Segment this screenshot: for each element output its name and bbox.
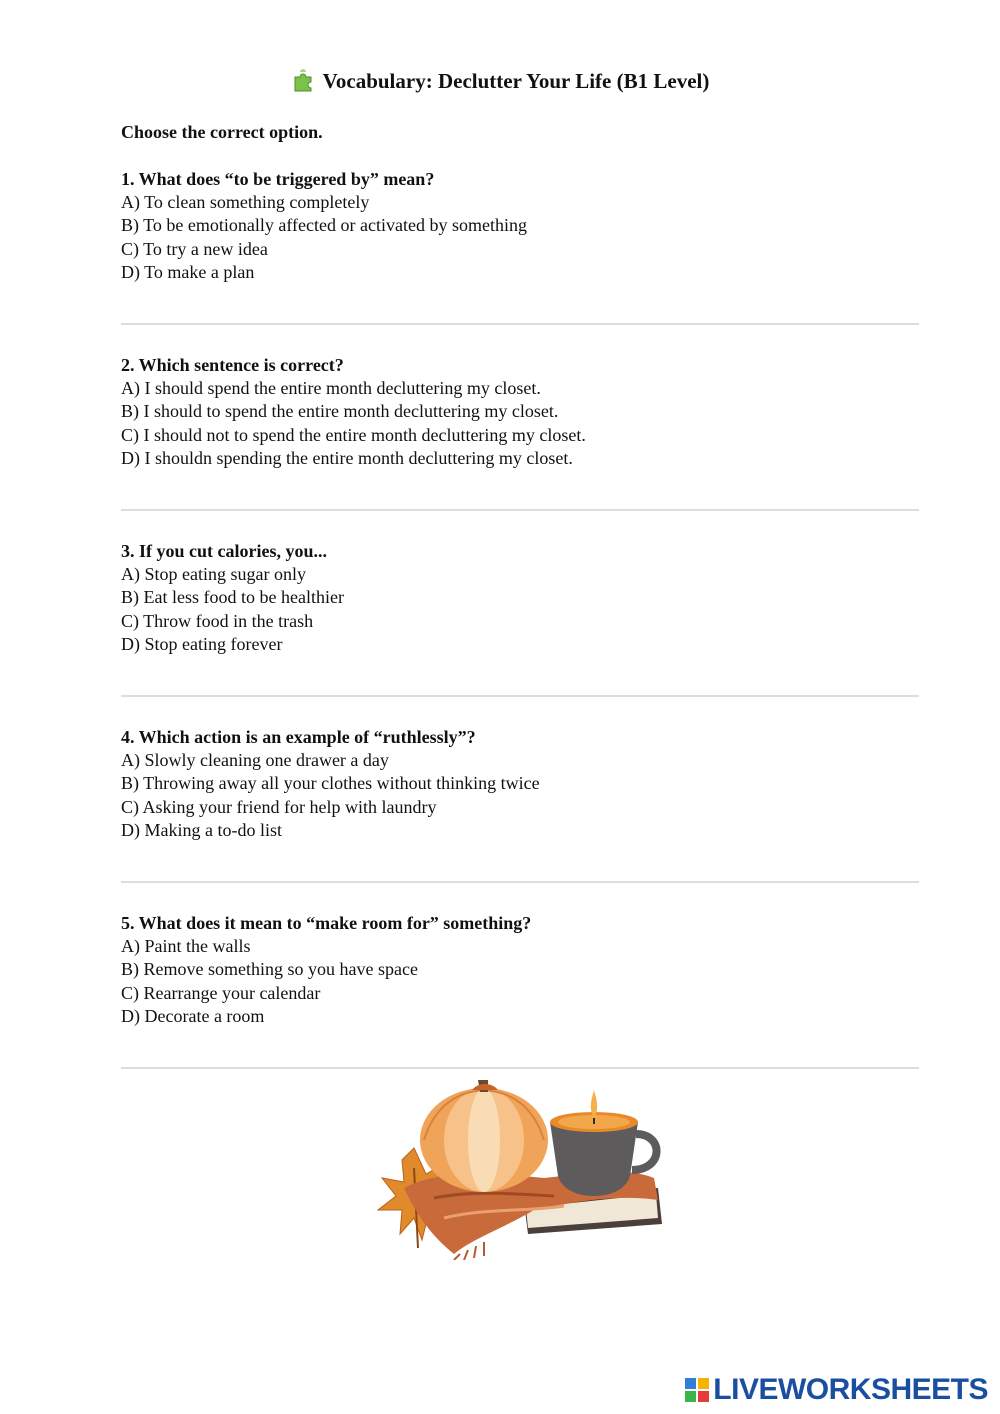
option-c[interactable]: C) I should not to spend the entire month decluttering my closet.: [121, 424, 586, 445]
question-text: 4. Which action is an example of “ruthlessly”?: [121, 727, 476, 747]
option-d[interactable]: D) Stop eating forever: [121, 633, 283, 654]
divider: [121, 1067, 919, 1069]
option-c[interactable]: C) Rearrange your calendar: [121, 982, 321, 1003]
divider: [121, 509, 919, 511]
option-d[interactable]: D) To make a plan: [121, 261, 255, 282]
option-d[interactable]: D) Decorate a room: [121, 1005, 265, 1026]
divider: [121, 323, 919, 325]
question-1: [121, 167, 921, 353]
option-d[interactable]: D) I shouldn spending the entire month decluttering my closet.: [121, 447, 573, 468]
option-b[interactable]: B) Throwing away all your clothes without thinking twice: [121, 773, 540, 794]
question-text: 3. If you cut calories, you...: [121, 541, 327, 561]
option-d[interactable]: D) Making a to-do list: [121, 819, 282, 840]
liveworksheets-logo: [685, 1372, 988, 1408]
page-title: Vocabulary: Declutter Your Life (B1 Level): [322, 69, 710, 93]
question-text: 2. Which sentence is correct?: [121, 355, 344, 375]
option-a[interactable]: A) To clean something completely: [121, 192, 370, 212]
divider: [121, 695, 919, 697]
option-b[interactable]: B) I should to spend the entire month decluttering my closet.: [121, 401, 559, 422]
question-3: [121, 539, 921, 725]
option-b[interactable]: B) Remove something so you have space: [121, 959, 418, 980]
question-5: [121, 911, 921, 1097]
option-c[interactable]: C) To try a new idea: [121, 238, 268, 259]
liveworksheets-brand: LIVEWORKSHEETS: [713, 1373, 988, 1406]
question-text: 1. What does “to be triggered by” mean?: [121, 169, 435, 189]
instructions: Choose the correct option.: [121, 122, 323, 142]
question-4: [121, 725, 921, 911]
option-b[interactable]: B) Eat less food to be healthier: [121, 587, 344, 608]
puzzle-piece-icon: [291, 68, 317, 104]
option-a[interactable]: A) Stop eating sugar only: [121, 564, 306, 584]
option-c[interactable]: C) Asking your friend for help with laundry: [121, 796, 437, 817]
question-2: [121, 353, 921, 539]
option-b[interactable]: B) To be emotionally affected or activated by something: [121, 215, 527, 236]
option-a[interactable]: A) Slowly cleaning one drawer a day: [121, 750, 389, 770]
option-a[interactable]: A) I should spend the entire month decluttering my closet.: [121, 378, 541, 398]
autumn-illustration: [374, 1078, 666, 1265]
option-c[interactable]: C) Throw food in the trash: [121, 610, 314, 631]
liveworksheets-logo-mark-icon: [685, 1378, 709, 1402]
worksheet-title-row: [0, 64, 1000, 104]
question-list: [121, 167, 921, 1097]
question-text: 5. What does it mean to “make room for” something?: [121, 913, 532, 933]
divider: [121, 881, 919, 883]
option-a[interactable]: A) Paint the walls: [121, 936, 251, 956]
pumpkin-icon: [420, 1080, 548, 1192]
